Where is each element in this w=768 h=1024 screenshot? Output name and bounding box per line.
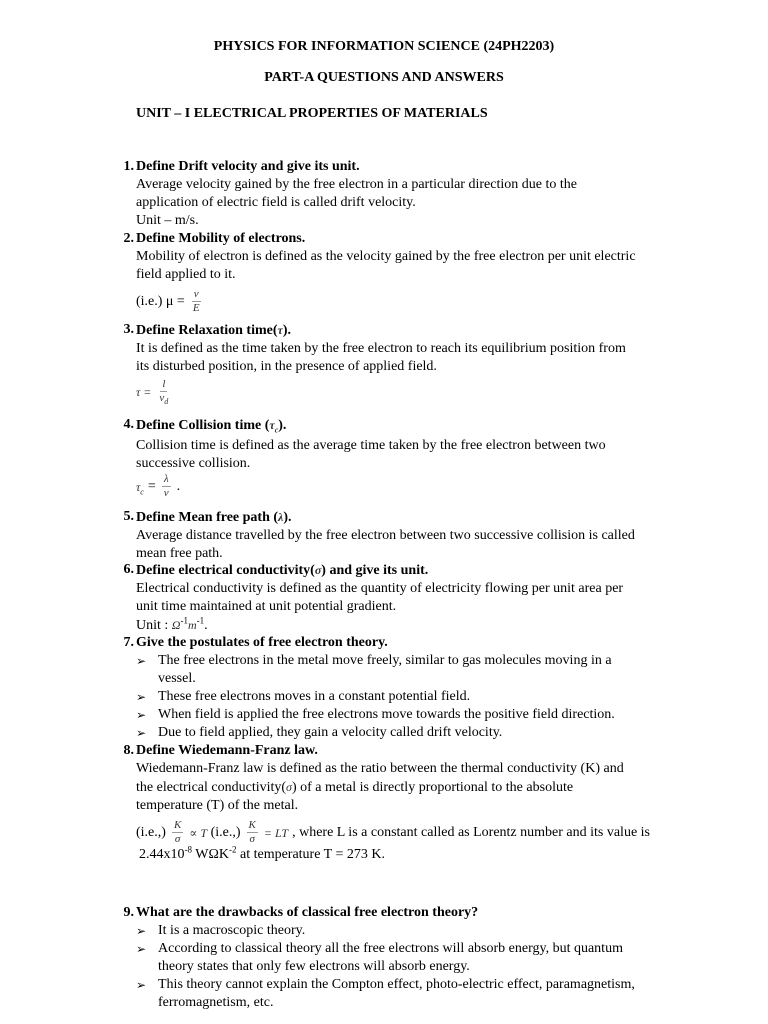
question-number: 4.: [123, 417, 134, 432]
answer-line: the electrical conductivity(σ) of a metal is directly proportional to the absolute: [136, 780, 574, 795]
arrow-bullet-icon: ➢: [136, 924, 147, 938]
question-title: Define Wiedemann-Franz law.: [136, 743, 318, 758]
question-number: 2.: [123, 231, 134, 246]
arrow-bullet-icon: ➢: [136, 708, 147, 722]
question-title: Define Collision time $(\tau_c)$.: [136, 418, 287, 435]
sigma-symbol: σ: [314, 563, 322, 577]
formula-prefix: (i.e.) μ =: [136, 293, 185, 309]
answer-line: application of electric field is called drift velocity.: [136, 195, 416, 210]
formula-tail: .: [176, 478, 181, 494]
fraction-numerator: K: [173, 819, 182, 831]
question-6: [112, 561, 682, 635]
answer-line: Collision time is defined as the average time taken by the free electron between two: [136, 438, 606, 453]
tau-symbol: τ: [277, 323, 283, 337]
arrow-bullet-icon: ➢: [136, 690, 147, 704]
question-title: Define Mobility of electrons.: [136, 231, 306, 246]
equals-sign: =: [147, 478, 156, 494]
answer-line: temperature (T) of the metal.: [136, 798, 299, 813]
arrow-bullet-icon: ➢: [136, 942, 147, 956]
formula-description: , where L is a constant called as Lorentz number and its value is: [292, 824, 650, 840]
fraction: [191, 288, 202, 315]
question-3: [112, 321, 682, 405]
fraction-denominator: E: [192, 302, 200, 314]
formula-rhs: = LT: [263, 825, 289, 840]
fraction-denominator: σ: [174, 833, 181, 845]
question-7: [112, 634, 682, 742]
fraction-numerator: λ: [163, 473, 169, 485]
mobility-formula: [136, 288, 204, 315]
question-number: 8.: [123, 743, 134, 758]
question-title: Give the postulates of free electron theory.: [136, 635, 388, 650]
bullet-item: ➢ These free electrons moves in a constant potential field.: [136, 689, 471, 704]
answer-line: It is defined as the time taken by the free electron to reach its equilibrium position from: [136, 341, 626, 356]
arrow-bullet-icon: ➢: [136, 726, 147, 740]
answer-line: Average distance travelled by the free electron between two successive collision is called: [136, 528, 635, 543]
answer-line: Wiedemann-Franz law is defined as the ratio between the thermal conductivity (K) and: [136, 761, 624, 776]
document-title: PHYSICS FOR INFORMATION SCIENCE (24PH2203): [213, 39, 555, 54]
question-title: Define Relaxation time(τ).: [136, 323, 292, 338]
answer-line: successive collision.: [136, 456, 251, 471]
fraction-numerator: v: [193, 288, 199, 300]
arrow-bullet-icon: ➢: [136, 978, 147, 992]
bullet-item: ➢ The free electrons in the metal move freely, similar to gas molecules moving in a vessel.: [136, 653, 612, 686]
answer-line: its disturbed position, in the presence of applied field.: [136, 359, 437, 374]
question-number: 1.: [123, 159, 134, 174]
wiedemann-equality-formula: (i.e.,) $\frac{K}{\sigma}$ = LT , where L is a constant called as Lorentz number and its value is: [210, 819, 650, 845]
arrow-bullet-icon: ➢: [136, 654, 147, 668]
question-title: Define Mean free path (λ).: [136, 510, 292, 525]
answer-line: field applied to it.: [136, 267, 236, 282]
bullet-item: ➢ This theory cannot explain the Compton effect, photo-electric effect, paramagnetism, ferromagnetism, etc.: [136, 977, 635, 1010]
bullet-item: ➢ Due to field applied, they gain a velocity called drift velocity.: [136, 725, 503, 740]
fraction: [157, 378, 170, 405]
fraction: [172, 819, 183, 846]
document-subtitle: PART-A QUESTIONS AND ANSWERS: [264, 70, 504, 85]
answer-line: unit time maintained at unit potential gradient.: [136, 599, 397, 614]
bullet-item: ➢ According to classical theory all the free electrons will absorb energy, but quantum theory states that only few electrons will absorb energy.: [136, 941, 623, 974]
lambda-symbol: λ: [278, 510, 284, 524]
question-title: Define electrical conductivity(σ) and give its unit.: [136, 563, 429, 578]
answer-line: Electrical conductivity is defined as the quantity of electricity flowing per unit area per: [136, 581, 624, 596]
question-number: 5.: [123, 509, 134, 524]
formula-rhs: ∝ T: [189, 825, 208, 840]
question-title: Define Drift velocity and give its unit.: [136, 159, 360, 174]
fraction-denominator: v: [163, 487, 169, 499]
question-number: 6.: [123, 562, 134, 577]
answer-line: Average velocity gained by the free electron in a particular direction due to the: [136, 177, 577, 192]
unit-line: Unit : $\Omega^{-1}m^{-1}$.: [136, 615, 208, 633]
tau-c-symbol: $\tau_c$: [269, 418, 279, 435]
answer-line: Mobility of electron is defined as the velocity gained by the free electron per unit electric: [136, 249, 636, 264]
bullet-item: ➢ When field is applied the free electrons move towards the positive field direction.: [136, 707, 615, 722]
collision-formula: [136, 473, 180, 500]
question-1: [112, 158, 682, 230]
question-2: [112, 230, 682, 315]
answer-line: Unit – m/s.: [136, 213, 199, 228]
lorentz-value-line: $2.44x10^{-8}$ $W\Omega K^{-2}$ at temperature T = 273 K.: [139, 844, 385, 862]
wiedemann-proportional-formula: (i.e.,) $\frac{K}{\sigma}$ ∝ T: [136, 819, 208, 845]
question-number: 3.: [123, 322, 134, 337]
fraction: [247, 819, 258, 846]
formula-lhs: τ =: [136, 384, 152, 399]
question-9: [112, 904, 682, 1012]
question-5: [112, 508, 682, 563]
question-number: 7.: [123, 635, 134, 650]
fraction-denominator: σ: [249, 833, 255, 845]
fraction-denominator: $v_d$: [159, 392, 169, 407]
question-4: [112, 416, 682, 500]
answer-line: mean free path.: [136, 546, 223, 561]
relaxation-formula: [136, 378, 172, 405]
question-8: [112, 742, 682, 864]
bullet-item: ➢ It is a macroscopic theory.: [136, 923, 306, 938]
formula-lhs: $\tau_c$: [136, 479, 144, 496]
question-number: 9.: [123, 905, 134, 920]
sigma-symbol: σ: [286, 780, 292, 794]
unit-heading: UNIT – I ELECTRICAL PROPERTIES OF MATERIALS: [136, 106, 488, 121]
fraction-numerator: l: [162, 378, 166, 390]
question-title: What are the drawbacks of classical free electron theory?: [136, 905, 479, 920]
fraction: [162, 473, 171, 500]
fraction-numerator: K: [248, 819, 256, 831]
